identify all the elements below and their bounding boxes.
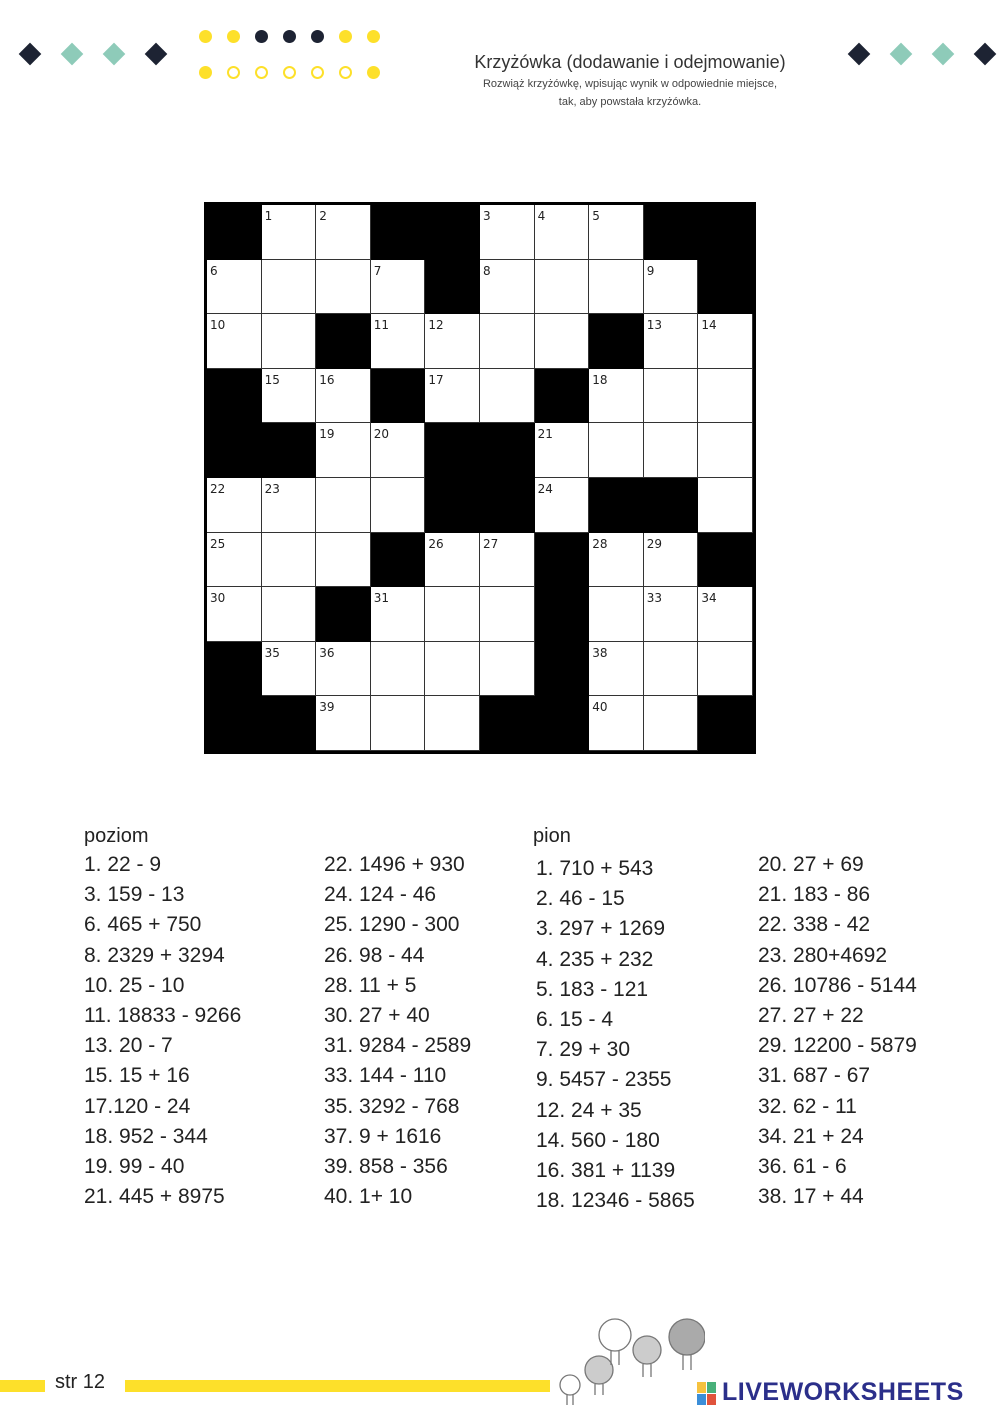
cell-number: 24 [537, 482, 553, 496]
clue-item: 6. 465 + 750 [84, 913, 202, 937]
cell-number: 31 [373, 591, 390, 606]
clue-item: 1. 22 - 9 [84, 853, 162, 876]
answer-cell[interactable] [316, 478, 371, 533]
cell-number: 20 [373, 427, 390, 442]
page-title: Krzyżówka (dodawanie i odejmowanie) [474, 52, 786, 72]
clue-item: 39. 858 - 356 [324, 1155, 448, 1179]
clue-item: 22. 1496 + 930 [324, 853, 465, 876]
answer-cell[interactable] [589, 642, 644, 697]
answer-cell[interactable] [262, 205, 317, 260]
footer-bar-left [0, 1380, 45, 1392]
clue-item: 36. 61 - 6 [758, 1155, 847, 1179]
answer-cell[interactable] [644, 696, 699, 751]
cell-number: 30 [210, 591, 226, 606]
black-cell [535, 533, 590, 588]
clue-item: 12. 24 + 35 [536, 1098, 642, 1122]
clue-item: 21. 445 + 8975 [84, 1185, 225, 1209]
answer-cell[interactable] [207, 314, 262, 369]
clue-item: 25. 1290 - 300 [324, 913, 460, 937]
black-cell [698, 260, 753, 315]
answer-cell[interactable] [644, 369, 699, 424]
dot-outline-icon [255, 66, 268, 79]
cell-number: 10 [210, 318, 226, 333]
live-badge-icon [697, 1382, 717, 1406]
clue-item: 30. 27 + 40 [324, 1004, 430, 1028]
clue-item: 27. 27 + 22 [758, 1004, 864, 1028]
dot-icon [199, 30, 212, 43]
answer-cell[interactable] [207, 587, 262, 642]
answer-cell[interactable] [589, 423, 644, 478]
black-cell [589, 478, 644, 533]
black-cell [698, 205, 753, 260]
clue-item: 31. 9284 - 2589 [324, 1034, 472, 1058]
black-cell [535, 642, 590, 697]
instruction-line-1: Rozwiąż krzyżówkę, wpisując wynik w odpowiednie miejsce, [482, 78, 778, 90]
clue-item: 29. 12200 - 5879 [758, 1034, 917, 1058]
cell-number: 8 [483, 263, 491, 278]
black-cell [480, 696, 535, 751]
bulb-icon [560, 1375, 580, 1395]
answer-cell[interactable] [644, 587, 699, 642]
footer-bar-right [125, 1380, 550, 1392]
answer-cell[interactable] [698, 423, 753, 478]
down-heading: pion [533, 825, 571, 847]
bulb-icon [669, 1319, 705, 1355]
cell-number: 39 [319, 700, 335, 715]
cell-number: 34 [701, 591, 717, 606]
cell-number: 18 [592, 372, 608, 387]
dot-icon [311, 30, 324, 43]
clue-item: 19. 99 - 40 [84, 1155, 185, 1179]
answer-cell[interactable] [262, 314, 317, 369]
answer-cell[interactable] [589, 696, 644, 751]
clue-item: 3. 159 - 13 [84, 883, 185, 907]
answer-cell[interactable] [316, 369, 371, 424]
answer-cell[interactable] [425, 587, 480, 642]
black-cell [316, 314, 371, 369]
diamond-icon [61, 43, 84, 66]
answer-cell[interactable] [589, 205, 644, 260]
clue-item: 15. 15 + 16 [84, 1064, 190, 1088]
dot-icon [367, 30, 380, 43]
black-cell [207, 205, 262, 260]
diamond-icon [932, 43, 955, 66]
black-cell [207, 642, 262, 697]
clue-item: 22. 338 - 42 [758, 913, 871, 937]
answer-cell[interactable] [316, 205, 371, 260]
answer-cell[interactable] [316, 533, 371, 588]
cell-number: 6 [210, 263, 218, 278]
diamond-icon [19, 43, 42, 66]
answer-cell[interactable] [425, 533, 480, 588]
dot-icon [283, 30, 296, 43]
clue-item: 17.120 - 24 [84, 1094, 191, 1118]
answer-cell[interactable] [480, 533, 535, 588]
answer-cell[interactable] [644, 314, 699, 369]
answer-cell[interactable] [207, 260, 262, 315]
answer-cell[interactable] [589, 369, 644, 424]
clue-item: 38. 17 + 44 [758, 1185, 864, 1209]
dot-outline-icon [227, 66, 240, 79]
clue-item: 21. 183 - 86 [758, 883, 871, 907]
answer-cell[interactable] [425, 369, 480, 424]
black-cell [425, 423, 480, 478]
page-number: str 12 [55, 1371, 106, 1393]
cell-number: 28 [592, 536, 608, 551]
clue-item: 37. 9 + 1616 [324, 1124, 442, 1148]
answer-cell[interactable] [207, 478, 262, 533]
cell-number: 19 [319, 427, 335, 442]
black-cell [207, 369, 262, 424]
cell-number: 13 [646, 318, 663, 333]
clue-item: 13. 20 - 7 [84, 1034, 173, 1058]
black-cell [698, 533, 753, 588]
clue-item: 16. 381 + 1139 [536, 1159, 676, 1183]
answer-cell[interactable] [262, 369, 317, 424]
dot-icon [227, 30, 240, 43]
clue-item: 33. 144 - 110 [324, 1064, 447, 1088]
clue-item: 35. 3292 - 768 [324, 1094, 460, 1118]
cell-number: 38 [592, 645, 608, 660]
answer-cell[interactable] [698, 369, 753, 424]
cell-number: 14 [701, 318, 717, 333]
cell-number: 11 [373, 318, 390, 333]
cell-number: 2 [319, 209, 327, 223]
black-cell [644, 205, 699, 260]
answer-cell[interactable] [316, 423, 371, 478]
answer-cell[interactable] [371, 478, 426, 533]
dot-icon [255, 30, 268, 43]
dot-icon [339, 30, 352, 43]
clue-item: 4. 235 + 232 [536, 947, 654, 971]
black-cell [425, 205, 480, 260]
bulb-icon [585, 1356, 613, 1384]
across-clues-column-2 [324, 850, 471, 1212]
diamond-icon [145, 43, 168, 66]
black-cell [644, 478, 699, 533]
cell-number: 26 [428, 536, 444, 551]
cell-number: 5 [592, 209, 600, 223]
clue-item: 10. 25 - 10 [84, 973, 185, 997]
dot-outline-icon [339, 66, 352, 79]
black-cell [480, 423, 535, 478]
clue-item: 11. 18833 - 9266 [84, 1004, 242, 1028]
answer-cell[interactable] [535, 423, 590, 478]
black-cell [535, 696, 590, 751]
answer-cell[interactable] [698, 587, 753, 642]
answer-cell[interactable] [698, 314, 753, 369]
cell-number: 25 [210, 536, 226, 551]
clue-item: 26. 98 - 44 [324, 943, 425, 967]
clue-item: 40. 1+ 10 [324, 1185, 413, 1209]
cell-number: 7 [373, 263, 382, 278]
cell-number: 27 [483, 536, 499, 551]
black-cell [207, 696, 262, 751]
clue-item: 31. 687 - 67 [758, 1064, 871, 1088]
answer-cell[interactable] [316, 260, 371, 315]
cell-number: 16 [319, 372, 335, 387]
answer-cell[interactable] [589, 533, 644, 588]
answer-cell[interactable] [535, 260, 590, 315]
clue-item: 3. 297 + 1269 [536, 917, 666, 941]
answer-cell[interactable] [371, 423, 426, 478]
black-cell [535, 587, 590, 642]
answer-cell[interactable] [262, 642, 317, 697]
bulb-icon [633, 1336, 661, 1364]
answer-cell[interactable] [316, 642, 371, 697]
clue-item: 6. 15 - 4 [536, 1008, 614, 1032]
answer-cell[interactable] [371, 587, 426, 642]
instruction-line-2: tak, aby powstała krzyżówka. [558, 96, 702, 108]
clue-item: 20. 27 + 69 [758, 853, 864, 876]
answer-cell[interactable] [480, 369, 535, 424]
liveworksheets-logo[interactable]: LIVEWORKSHEETS [722, 1378, 964, 1406]
answer-cell[interactable] [262, 260, 317, 315]
clue-item: 23. 280+4692 [758, 943, 888, 967]
black-cell [371, 205, 426, 260]
dot-outline-icon [283, 66, 296, 79]
answer-cell[interactable] [480, 642, 535, 697]
cell-number: 36 [319, 645, 335, 660]
black-cell [316, 587, 371, 642]
black-cell [535, 369, 590, 424]
answer-cell[interactable] [425, 696, 480, 751]
cell-number: 1 [264, 209, 273, 223]
answer-cell[interactable] [698, 642, 753, 697]
answer-cell[interactable] [262, 533, 317, 588]
black-cell [371, 369, 426, 424]
clue-item: 8. 2329 + 3294 [84, 943, 225, 967]
cell-number: 35 [264, 645, 280, 660]
clue-item: 34. 21 + 24 [758, 1124, 864, 1148]
black-cell [589, 314, 644, 369]
diamond-icon [974, 43, 997, 66]
diamond-icon [890, 43, 913, 66]
answer-cell[interactable] [589, 587, 644, 642]
cell-number: 12 [428, 318, 444, 333]
answer-cell[interactable] [589, 260, 644, 315]
diamond-icon [103, 43, 126, 66]
black-cell [425, 260, 480, 315]
answer-cell[interactable] [480, 205, 535, 260]
answer-cell[interactable] [644, 260, 699, 315]
answer-cell[interactable] [207, 533, 262, 588]
black-cell [425, 478, 480, 533]
crossword-grid [204, 202, 756, 754]
lightbulbs-illustration [555, 1315, 705, 1410]
clue-item: 5. 183 - 121 [536, 977, 649, 1001]
black-cell [207, 423, 262, 478]
dot-icon [199, 66, 212, 79]
answer-cell[interactable] [425, 314, 480, 369]
cell-number: 23 [264, 482, 280, 496]
answer-cell[interactable] [262, 587, 317, 642]
dot-icon [367, 66, 380, 79]
answer-cell[interactable] [480, 587, 535, 642]
cell-number: 33 [646, 591, 663, 606]
cell-number: 9 [646, 263, 655, 278]
black-cell [262, 423, 317, 478]
clue-item: 18. 12346 - 5865 [536, 1189, 695, 1213]
cell-number: 40 [592, 700, 608, 715]
cell-number: 29 [646, 536, 663, 551]
answer-cell[interactable] [644, 423, 699, 478]
answer-cell[interactable] [371, 642, 426, 697]
clue-item: 18. 952 - 344 [84, 1124, 208, 1148]
answer-cell[interactable] [262, 478, 317, 533]
answer-cell[interactable] [644, 642, 699, 697]
black-cell [371, 533, 426, 588]
answer-cell[interactable] [425, 642, 480, 697]
clue-item: 28. 11 + 5 [324, 973, 417, 997]
cell-number: 17 [428, 372, 444, 387]
answer-cell[interactable] [535, 205, 590, 260]
answer-cell[interactable] [535, 314, 590, 369]
black-cell [480, 478, 535, 533]
diamond-icon [848, 43, 871, 66]
answer-cell[interactable] [316, 696, 371, 751]
across-clues-column-1 [84, 850, 241, 1212]
answer-cell[interactable] [535, 478, 590, 533]
clue-item: 2. 46 - 15 [536, 887, 625, 911]
down-clues-column-2 [758, 850, 917, 1212]
bulb-icon [599, 1319, 631, 1351]
answer-cell[interactable] [480, 314, 535, 369]
across-heading: poziom [84, 825, 149, 847]
clue-item: 32. 62 - 11 [758, 1094, 857, 1118]
cell-number: 4 [537, 209, 546, 223]
down-clues-column-1 [536, 854, 695, 1216]
answer-cell[interactable] [480, 260, 535, 315]
clue-item: 7. 29 + 30 [536, 1038, 630, 1062]
clue-item: 1. 710 + 543 [536, 857, 654, 880]
cell-number: 21 [537, 427, 553, 442]
cell-number: 22 [210, 482, 226, 496]
answer-cell[interactable] [371, 260, 426, 315]
black-cell [262, 696, 317, 751]
cell-number: 15 [264, 372, 280, 387]
black-cell [698, 696, 753, 751]
clue-item: 24. 124 - 46 [324, 883, 437, 907]
cell-number: 3 [483, 209, 491, 223]
clue-item: 14. 560 - 180 [536, 1128, 660, 1152]
answer-cell[interactable] [371, 314, 426, 369]
answer-cell[interactable] [698, 478, 753, 533]
clue-item: 26. 10786 - 5144 [758, 973, 917, 997]
answer-cell[interactable] [371, 696, 426, 751]
dot-outline-icon [311, 66, 324, 79]
clue-item: 9. 5457 - 2355 [536, 1068, 672, 1092]
answer-cell[interactable] [644, 533, 699, 588]
